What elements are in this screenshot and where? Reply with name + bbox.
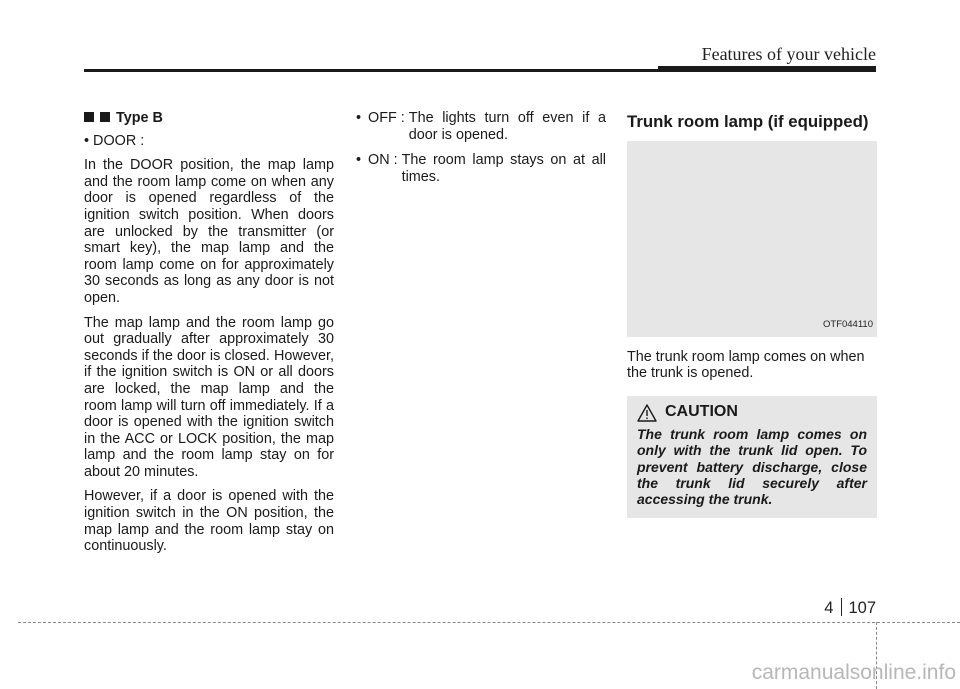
bullet-dot: •: [356, 152, 362, 169]
section-title: Trunk room lamp (if equipped): [627, 112, 869, 131]
chapter-number: 4: [824, 599, 834, 617]
header-rule-accent: [658, 66, 876, 72]
subsection-heading: [84, 110, 334, 127]
caution-title: CAUTION: [665, 403, 738, 421]
paragraph-2: The map lamp and the room lamp go out gradually after approximately 30 seconds if the door is closed. However, if the ignition switch is ON or all doors are locked, the map lamp and the room lamp will turn off immediately. If a door is opened with the ignition switch in the ACC or LOCK position, the map lamp and the room lamp stay on for about 20 minutes.: [84, 314, 334, 480]
bullet-off: [356, 110, 606, 143]
bullet-on-text: The room lamp stays on at all times.: [401, 152, 606, 185]
page-number-value: 107: [848, 599, 876, 617]
trunk-lamp-photo: [627, 141, 877, 337]
running-header: Features of your vehicle: [701, 44, 876, 64]
photo-code: OTF044110: [823, 319, 873, 330]
bullet-on: [356, 152, 606, 185]
warning-triangle-icon: [637, 404, 657, 422]
square-bullet-icon: [84, 112, 94, 122]
square-bullet-icon: [100, 112, 110, 122]
bullet-off-text: The lights turn off even if a door is opened.: [408, 110, 606, 143]
watermark: carmanualsonline.info: [751, 661, 956, 684]
bullet-off-key: OFF :: [368, 110, 409, 126]
bullet-door: • DOOR :: [84, 132, 145, 149]
caution-box: [627, 396, 877, 518]
trunk-lamp-description: The trunk room lamp comes on when the trunk is opened.: [627, 348, 865, 382]
column-right: [627, 110, 877, 518]
subsection-heading-text: Type B: [116, 110, 163, 126]
page-number-divider: [841, 598, 842, 616]
footer-rule: [18, 622, 960, 623]
caution-text: The trunk room lamp comes on only with the trunk lid open. To prevent battery discharge, close the trunk lid securely after accessing the trunk.: [637, 425, 867, 508]
bullet-door-text: DOOR :: [93, 132, 145, 149]
caution-header: [637, 404, 867, 422]
bullet-dot: •: [356, 110, 362, 126]
column-middle: [356, 110, 606, 194]
page-number: [824, 598, 876, 618]
column-left: [84, 110, 334, 563]
bullet-on-key: ON :: [368, 152, 402, 169]
paragraph-1: In the DOOR position, the map lamp and the room lamp come on when any door is opened regardless of the ignition switch position. When doors are unlocked by the transmitter (or smart key), the map lamp and the room lamp come on for approximately 30 seconds as long as any door is not open.: [84, 157, 334, 306]
paragraph-3: However, if a door is opened with the ignition switch in the ON position, the map lamp and the room lamp stay on continuously.: [84, 488, 334, 555]
